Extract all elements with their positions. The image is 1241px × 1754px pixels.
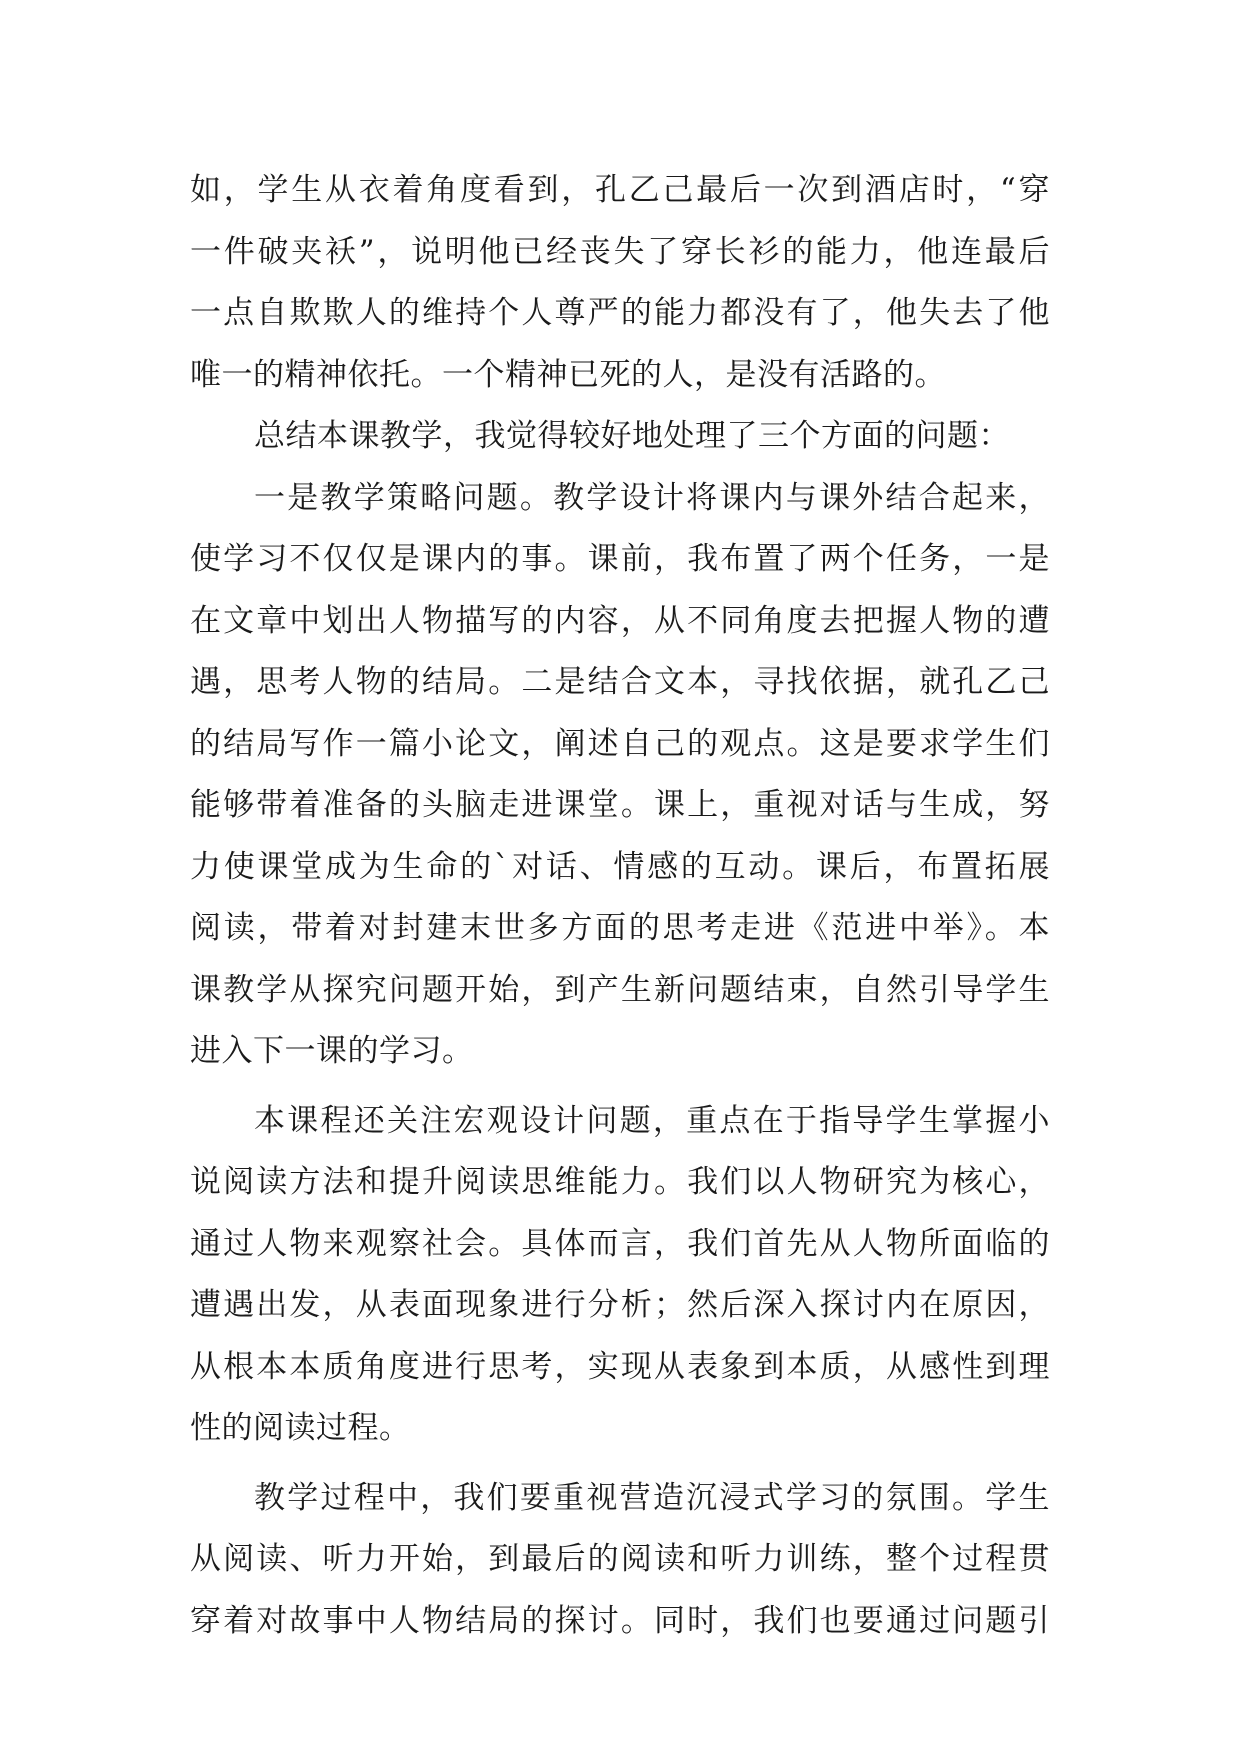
text-line: 能够带着准备的头脑走进课堂。课上，重视对话与生成，努 <box>190 787 1050 823</box>
text-line: 通过人物来观察社会。具体而言，我们首先从人物所面临的 <box>190 1225 1050 1262</box>
text-line: 说阅读方法和提升阅读思维能力。我们以人物研究为核心， <box>190 1164 1050 1200</box>
text-line: 从阅读、听力开始，到最后的阅读和听力训练，整个过程贯 <box>190 1541 1050 1577</box>
text-line: 性的阅读过程。 <box>190 1410 411 1446</box>
text-line: 使学习不仅仅是课内的事。课前，我布置了两个任务，一是 <box>190 541 1050 577</box>
text-line: 的结局写作一篇小论文，阐述自己的观点。这是要求学生们 <box>190 725 1050 762</box>
text-line: 一件破夹袄”，说明他已经丧失了穿长衫的能力，他连最后 <box>190 233 1050 270</box>
body-text <box>190 160 1050 1652</box>
text-line: 从根本本质角度进行思考，实现从表象到本质，从感性到理 <box>190 1348 1050 1385</box>
text-line: 一点自欺欺人的维持个人尊严的能力都没有了，他失去了他 <box>190 295 1050 331</box>
text-line: 遇，思考人物的结局。二是结合文本，寻找依据，就孔乙己 <box>190 664 1050 700</box>
text-line: 进入下一课的学习。 <box>190 1033 474 1069</box>
paragraph-start-line: 本课程还关注宏观设计问题，重点在于指导学生掌握小 <box>254 1102 1050 1139</box>
text-line: 课教学从探究问题开始，到产生新问题结束，自然引导学生 <box>190 971 1050 1008</box>
text-line: 如，学生从衣着角度看到，孔乙己最后一次到酒店时，“穿 <box>190 172 1050 208</box>
text-line: 唯一的精神依托。一个精神已死的人，是没有活路的。 <box>190 356 946 393</box>
text-line: 力使课堂成为生命的`对话、情感的互动。课后，布置拓展 <box>190 848 1050 885</box>
paragraph-start-line: 一是教学策略问题。教学设计将课内与课外结合起来， <box>254 479 1050 516</box>
text-line: 阅读，带着对封建末世多方面的思考走进《范进中举》。本 <box>190 910 1050 946</box>
paragraph-start-line: 教学过程中，我们要重视营造沉浸式学习的氛围。学生 <box>254 1479 1050 1516</box>
paragraph-start-line: 总结本课教学，我觉得较好地处理了三个方面的问题： <box>254 418 1010 454</box>
text-line: 穿着对故事中人物结局的探讨。同时，我们也要通过问题引 <box>190 1602 1050 1639</box>
text-line: 遭遇出发，从表面现象进行分析；然后深入探讨内在原因， <box>190 1287 1050 1323</box>
text-line: 在文章中划出人物描写的内容，从不同角度去把握人物的遭 <box>190 602 1050 639</box>
